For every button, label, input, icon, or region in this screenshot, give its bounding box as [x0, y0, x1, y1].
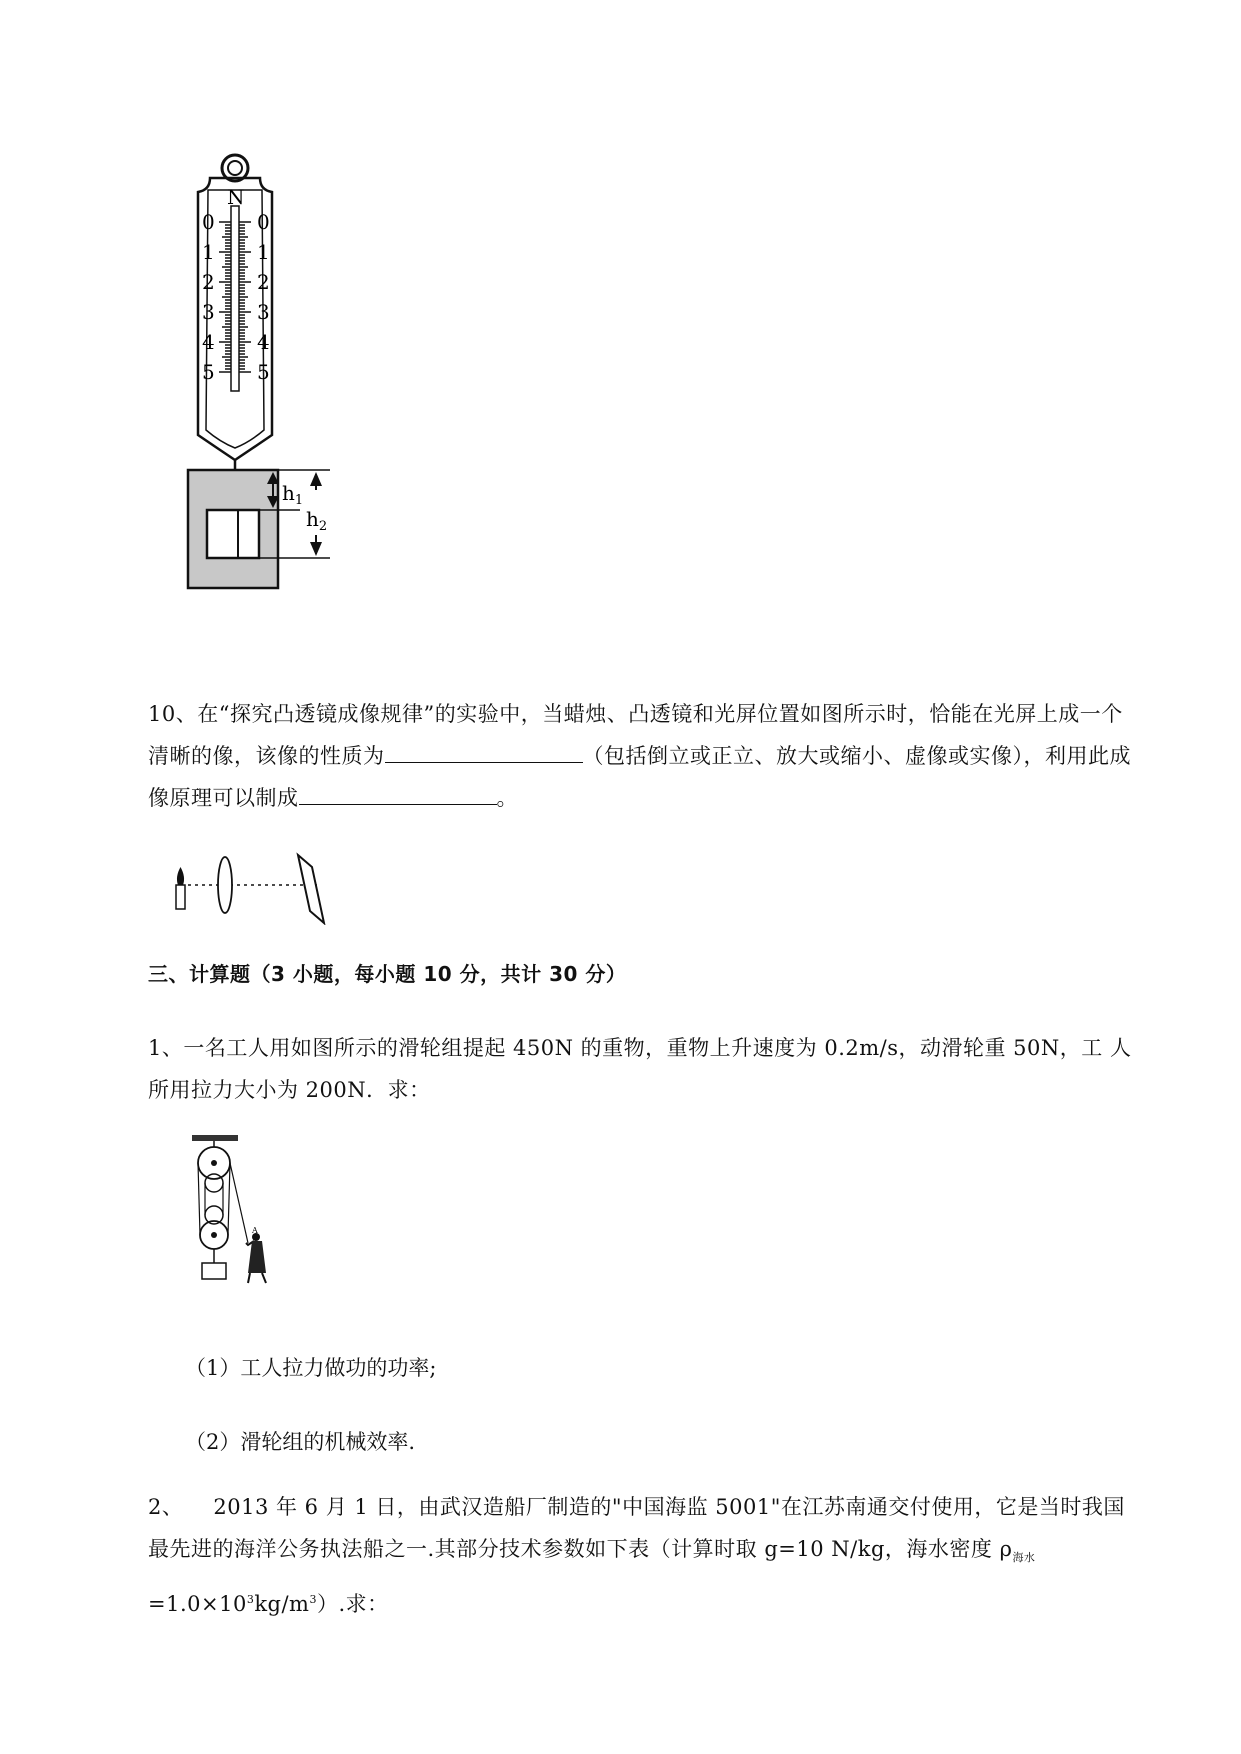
tick-left: 2 [202, 270, 215, 294]
tick-marks [219, 222, 251, 372]
tick-right: 4 [257, 330, 270, 354]
answer-blank-1[interactable] [385, 738, 583, 763]
unit-label: N [227, 185, 245, 209]
answer-blank-2[interactable] [299, 780, 497, 805]
candle-flame [177, 867, 184, 885]
tick-left: 4 [202, 330, 215, 354]
lens-setup-figure [170, 845, 340, 925]
candle [176, 885, 185, 909]
ticks-left [202, 210, 215, 384]
immersed-block [207, 510, 259, 558]
spring-scale-figure [180, 150, 380, 660]
question-number: 2、 [148, 1495, 184, 1519]
question-10 [148, 693, 1140, 819]
question-number: 10、 [148, 702, 198, 726]
tick-left: 5 [202, 360, 215, 384]
section-3-heading: 三、计算题（3 小题，每小题 10 分，共计 30 分） [148, 962, 627, 986]
ceiling-beam [192, 1135, 238, 1141]
tick-left: 1 [202, 240, 215, 264]
calc-1-part-2: （2）滑轮组的机械效率. [185, 1430, 416, 1454]
label-h1: $h_1$ [282, 481, 304, 508]
calc-1-part-1: （1）工人拉力做功的功率; [185, 1356, 437, 1380]
question-text-end: ）.求： [316, 1592, 389, 1617]
unit-exponent: 3 [309, 1593, 317, 1607]
density-exponent: 3 [246, 1593, 255, 1607]
convex-lens [218, 857, 232, 913]
light-screen [298, 855, 324, 923]
tick-right: 2 [257, 270, 270, 294]
tick-left: 3 [202, 300, 215, 324]
worker-figure [246, 1226, 266, 1283]
svg-text:A: A [252, 1226, 258, 1235]
question-text-a: 在“探究凸透镜成像规律”的实验中，当蜡烛、凸透镜和光屏位置如图所示时，恰能在光屏上成一个清晰的像，该像的性质为 [148, 702, 1123, 768]
fixed-pulley-small [205, 1174, 223, 1192]
question-text-c: 。 [496, 786, 518, 810]
calc-question-1: 1、一名工人用如图所示的滑轮组提起 450N 的重物，重物上升速度为 0.2m/s，动滑轮重 50N，工 人所用拉力大小为 200N．求： [148, 1036, 1132, 1102]
rho-subscript: 海水 [1012, 1551, 1036, 1565]
tick-right: 3 [257, 300, 270, 324]
tick-right: 5 [257, 360, 270, 384]
calc-question-2 [148, 1486, 1140, 1625]
weight-block [202, 1263, 226, 1279]
pulley-system-figure [190, 1133, 290, 1293]
question-text: 2013 年 6 月 1 日，由武汉造船厂制造的"中国海监 5001"在江苏南通交付使用，它是当时我国最先进的海洋公务执法船之一.其部分技术参数如下表（计算时取 g=10 N/kg，海水密度 ρ [148, 1495, 1125, 1561]
question-text-b: （包括倒立或正立、放大或缩小、虚像或实像），利用此成像原理可以制成 [148, 744, 1131, 810]
tick-right: 1 [257, 240, 270, 264]
label-h2: $h_2$ [306, 507, 328, 534]
tick-left: 0 [202, 210, 215, 234]
tick-right: 0 [257, 210, 270, 234]
density-unit: kg/m [254, 1592, 310, 1617]
density-value: =1.0×10 [148, 1592, 247, 1617]
